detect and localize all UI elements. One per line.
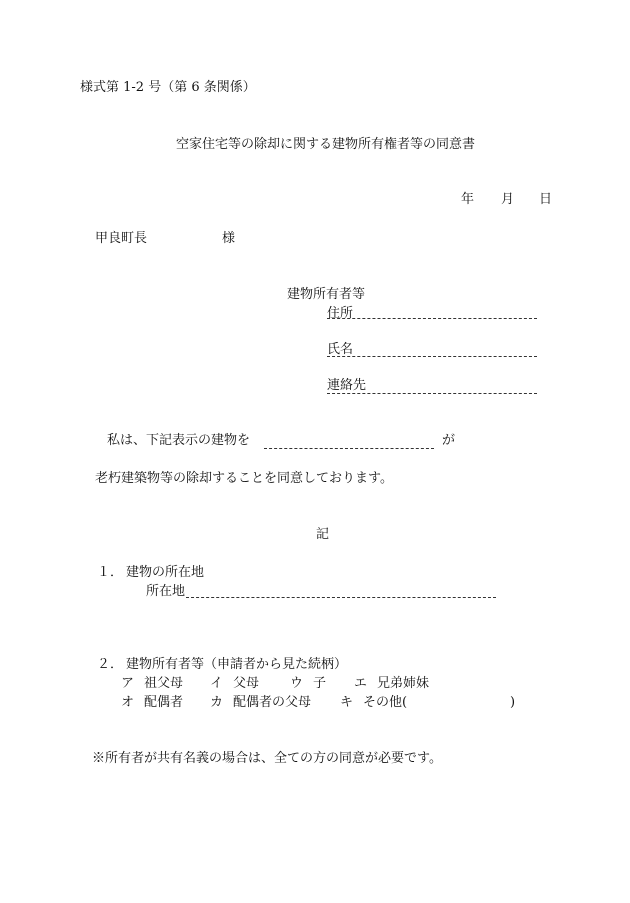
relation-option[interactable] bbox=[210, 676, 259, 692]
owner-contact-field[interactable] bbox=[327, 393, 537, 394]
statement-line1-suffix: が bbox=[442, 433, 456, 448]
statement-line2: 老朽建築物等の除却することを同意しております。 bbox=[95, 471, 393, 486]
option-label: 父母 bbox=[233, 676, 260, 691]
section-2-heading: 建物所有者等（申請者から見た続柄） bbox=[126, 657, 348, 672]
owner-contact-label: 連絡先 bbox=[327, 378, 367, 393]
footnote: ※所有者が共有名義の場合は、全ての方の同意が必要です。 bbox=[92, 751, 442, 766]
option-letter: ウ bbox=[290, 676, 304, 691]
relation-option[interactable] bbox=[121, 676, 183, 692]
section-2-number: ２． bbox=[97, 657, 124, 672]
relation-option[interactable] bbox=[210, 695, 311, 711]
option-letter: ア bbox=[121, 676, 135, 691]
option-label: 配偶者の父母 bbox=[233, 695, 312, 710]
relation-option[interactable] bbox=[340, 695, 407, 711]
option-label: 兄弟姉妹 bbox=[377, 676, 430, 691]
statement-blank-field[interactable] bbox=[264, 448, 434, 449]
option-letter: オ bbox=[121, 695, 135, 710]
option-label: 子 bbox=[313, 676, 327, 691]
form-id: 様式第 1-2 号（第 6 条関係） bbox=[80, 80, 256, 95]
date-day-label: 日 bbox=[539, 192, 553, 207]
owner-heading: 建物所有者等 bbox=[287, 287, 366, 302]
location-field[interactable] bbox=[186, 597, 496, 598]
close-paren: ) bbox=[510, 695, 516, 710]
owner-address-label: 住所 bbox=[327, 306, 354, 321]
relation-option[interactable] bbox=[354, 676, 429, 692]
option-letter: カ bbox=[210, 695, 224, 710]
option-letter: キ bbox=[340, 695, 354, 710]
option-letter: イ bbox=[210, 676, 224, 691]
addressee-honorific: 様 bbox=[222, 231, 236, 246]
owner-address-field[interactable] bbox=[327, 318, 537, 319]
date-month-label: 月 bbox=[501, 192, 515, 207]
statement-line1-prefix: 私は、下記表示の建物を bbox=[107, 433, 251, 448]
page-title: 空家住宅等の除却に関する建物所有権者等の同意書 bbox=[176, 137, 476, 152]
ki-heading: 記 bbox=[316, 527, 330, 542]
relation-option[interactable] bbox=[121, 695, 183, 711]
section-1-number: １． bbox=[97, 565, 124, 580]
owner-name-field[interactable] bbox=[327, 356, 537, 357]
relation-option[interactable] bbox=[290, 676, 326, 692]
option-letter: エ bbox=[354, 676, 368, 691]
date-year-label: 年 bbox=[461, 192, 475, 207]
location-label: 所在地 bbox=[146, 584, 186, 599]
option-label: その他( bbox=[363, 695, 408, 710]
owner-name-label: 氏名 bbox=[327, 342, 354, 357]
section-1-heading: 建物の所在地 bbox=[126, 565, 205, 580]
option-label: 祖父母 bbox=[144, 676, 184, 691]
option-label: 配偶者 bbox=[144, 695, 184, 710]
addressee-name: 甲良町長 bbox=[95, 231, 148, 246]
